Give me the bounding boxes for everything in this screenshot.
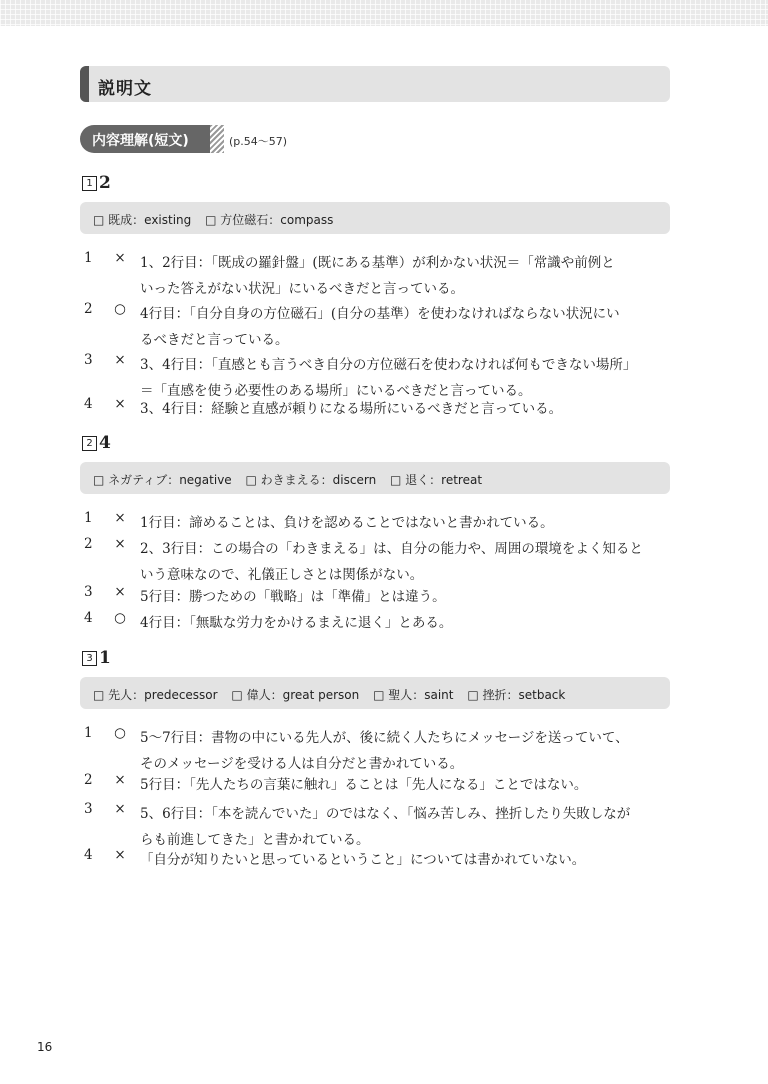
vocab-item: □ 既成：existing: [93, 213, 192, 227]
item-line: 5行目：「先人たちの言葉に触れ」ることは「先人になる」ことではない。: [140, 777, 588, 793]
item-mark: ○: [114, 301, 126, 317]
item-line: 1行目：諦めることは、負けを認めることではないと書かれている。: [140, 515, 554, 531]
question-answer: 1: [99, 648, 111, 668]
item-line: らも前進してきた」と書かれている。: [140, 832, 370, 848]
vocab-item: □ 聖人：saint: [373, 688, 454, 702]
vocab-box-1: [80, 202, 670, 234]
item-line: 1、2行目：「既成の羅針盤」(既にある基準）が利かない状況＝「常識や前例と: [140, 255, 615, 271]
item-number: 2: [84, 536, 93, 552]
item-number: 1: [84, 250, 93, 266]
item-number: 4: [84, 847, 93, 863]
item-mark: ×: [114, 352, 126, 368]
vocab-box-2: [80, 462, 670, 494]
item-line: 4行目：「自分自身の方位磁石」(自分の基準）を使わなければならない状況にい: [140, 306, 620, 322]
item-line: いう意味なので、礼儀正しさとは関係がない。: [140, 567, 424, 583]
item-text: [140, 396, 670, 422]
item-mark: ○: [114, 725, 126, 741]
item-line: 5～7行目：書物の中にいる先人が、後に続く人たちにメッセージを送っていて、: [140, 730, 629, 746]
item-line: そのメッセージを受ける人は自分だと書かれている。: [140, 756, 464, 772]
item-text: [140, 772, 670, 798]
item-line: 4行目：「無駄な労力をかけるまえに退く」とある。: [140, 615, 453, 631]
vocab-item: □ 偉人：great person: [231, 688, 360, 702]
decorative-top-band: [0, 0, 768, 26]
item-number: 3: [84, 801, 93, 817]
item-mark: ×: [114, 584, 126, 600]
item-line: 2、3行目：この場合の「わきまえる」は、自分の能力や、周囲の環境をよく知ると: [140, 541, 643, 557]
item-text: [140, 847, 670, 873]
item-mark: ×: [114, 847, 126, 863]
item-text: [140, 584, 670, 610]
item-number: 1: [84, 510, 93, 526]
item-text: [140, 301, 670, 353]
vocab-item: □ ネガティブ：negative: [93, 473, 232, 487]
item-mark: ×: [114, 250, 126, 266]
question-answer: 4: [99, 433, 111, 453]
item-line: ＝「直感を使う必要性のある場所」にいるべきだと言っている。: [140, 383, 532, 399]
item-text: [140, 536, 670, 588]
vocab-item: □ 方位磁石：compass: [205, 213, 334, 227]
page-range: (p.54～57): [229, 135, 288, 148]
item-mark: ×: [114, 510, 126, 526]
vocab-box-3: [80, 677, 670, 709]
section-header: [80, 66, 670, 102]
item-line: 5、6行目：「本を読んでいた」のではなく、「悩み苦しみ、挫折したり失敗しなが: [140, 806, 631, 822]
item-text: [140, 510, 670, 536]
item-line: 3、4行目：「直感とも言うべき自分の方位磁石を使わなければ何もできない場所」: [140, 357, 637, 373]
section-title: 説明文: [98, 79, 152, 99]
vocab-item: □ 退く：retreat: [390, 473, 483, 487]
question-number-box: 3: [82, 651, 97, 666]
item-text: [140, 610, 670, 636]
question-number-box: 2: [82, 436, 97, 451]
item-number: 3: [84, 584, 93, 600]
item-mark: ×: [114, 536, 126, 552]
item-line: いった答えがない状況」にいるべきだと言っている。: [140, 281, 464, 297]
subsection-title: 内容理解(短文): [92, 133, 189, 149]
item-mark: ○: [114, 610, 126, 626]
item-number: 1: [84, 725, 93, 741]
item-number: 4: [84, 610, 93, 626]
item-line: るべきだと言っている。: [140, 332, 289, 348]
item-text: [140, 725, 670, 777]
item-mark: ×: [114, 801, 126, 817]
question-answer: 2: [99, 173, 111, 193]
subsection-badge: [80, 125, 216, 153]
item-mark: ×: [114, 772, 126, 788]
vocab-item: □ 挫折：setback: [467, 688, 566, 702]
item-number: 4: [84, 396, 93, 412]
item-number: 3: [84, 352, 93, 368]
section-accent-bar: [80, 66, 89, 102]
item-text: [140, 250, 670, 302]
vocab-item: □ わきまえる：discern: [245, 473, 377, 487]
question-number-box: 1: [82, 176, 97, 191]
item-number: 2: [84, 772, 93, 788]
item-line: 「自分が知りたいと思っているということ」については書かれていない。: [140, 852, 586, 868]
item-line: 3、4行目：経験と直感が頼りになる場所にいるべきだと言っている。: [140, 401, 563, 417]
item-mark: ×: [114, 396, 126, 412]
item-line: 5行目：勝つための「戦略」は「準備」とは違う。: [140, 589, 446, 605]
item-number: 2: [84, 301, 93, 317]
vocab-item: □ 先人：predecessor: [93, 688, 218, 702]
page-number: 16: [37, 1040, 53, 1054]
item-text: [140, 801, 670, 853]
